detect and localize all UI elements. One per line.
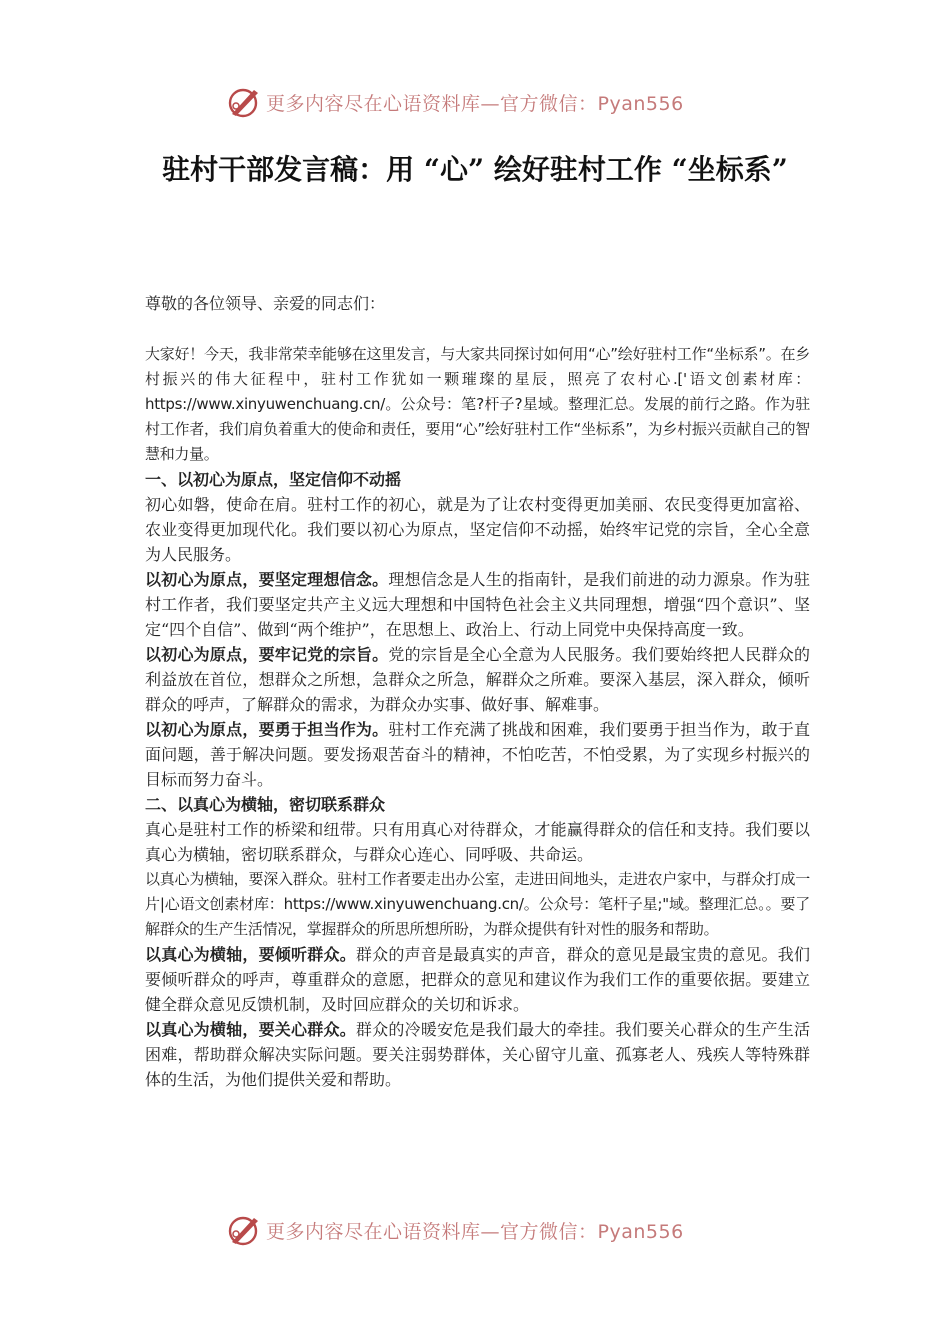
section2-point-1 xyxy=(145,942,810,1017)
point-text: 理想信念是人生的指南针，是我们前进的动力源泉。作为驻村工作者，我们要坚定共产主义远大理想和中国特色社会主义共同理想，增强“四个意识”、坚定“四个自信”、做到“两个维护”，在思想上、政治上、行动上同党中央保持高度一致。 xyxy=(145,570,810,639)
intro-paragraph: 大家好！今天，我非常荣幸能够在这里发言，与大家共同探讨如何用“心”绘好驻村工作“坐标系”。在乡村振兴的伟大征程中，驻村工作犹如一颗璀璨的星辰，照亮了农村心.['语文创素材库：https://www.xinyuwenchuang.cn/。公众号：笔?杆子?星域。整理汇总。发展的前行之路。作为驻村工作者，我们肩负着重大的使命和责任，要用“心”绘好驻村工作“坐标系”，为乡村振兴贡献自己的智慧和力量。 xyxy=(145,345,810,463)
watermark-banner-top xyxy=(226,82,746,122)
section1-paragraph: 初心如磐，使命在肩。驻村工作的初心，就是为了让农村变得更加美丽、农民变得更加富裕、农业变得更加现代化。我们要以初心为原点，坚定信仰不动摇，始终牢记党的宗旨，全心全意为人民服务。 xyxy=(145,495,810,564)
writing-hand-logo-icon xyxy=(226,1212,262,1248)
point-lead: 以真心为横轴，要关心群众。 xyxy=(145,1020,356,1039)
point-lead: 以真心为横轴，要倾听群众。 xyxy=(145,945,356,964)
watermark-text: 更多内容尽在心语资料库—官方微信：Pyan556 xyxy=(266,92,684,115)
point-text: 驻村工作充满了挑战和困难，我们要勇于担当作为，敢于直面问题，善于解决问题。要发扬艰苦奋斗的精神，不怕吃苦，不怕受累，为了实现乡村振兴的目标而努力奋斗。 xyxy=(145,720,810,789)
section-heading-1: 一、以初心为原点，坚定信仰不动摇 xyxy=(145,470,402,489)
point-text: 党的宗旨是全心全意为人民服务。我们要始终把人民群众的利益放在首位，想群众之所想，急群众之所急，解群众之所难。要深入基层，深入群众，倾听群众的呼声，了解群众的需求，为群众办实事、做好事、解难事。 xyxy=(145,645,810,714)
page-title: 驻村干部发言稿：用 “心” 绘好驻村工作 “坐标系” xyxy=(162,153,788,186)
watermark-text: 更多内容尽在心语资料库—官方微信：Pyan556 xyxy=(266,1220,684,1243)
section-heading-2: 二、以真心为横轴，密切联系群众 xyxy=(145,795,386,814)
section2-sans-paragraph: 以真心为横轴，要深入群众。驻村工作者要走出办公室，走进田间地头，走进农户家中，与群众打成一片|心语文创素材库：https://www.xinyuwenchuang.cn/。公众号：笔杆子星;"域。整理汇总。。要了解群众的生产生活情况，掌握群众的所思所想所盼，为群众提供有针对性的服务和帮助。 xyxy=(145,870,810,938)
point-text: 群众的声音是最真实的声音，群众的意见是最宝贵的意见。我们要倾听群众的呼声，尊重群众的意愿，把群众的意见和建议作为我们工作的重要依据。要建立健全群众意见反馈机制，及时回应群众的关切和诉求。 xyxy=(145,945,810,1014)
section1-point-2 xyxy=(145,642,810,717)
section2-point-2 xyxy=(145,1017,810,1092)
section2-paragraph: 真心是驻村工作的桥梁和纽带。只有用真心对待群众，才能赢得群众的信任和支持。我们要以真心为横轴，密切联系群众，与群众心连心、同呼吸、共命运。 xyxy=(145,820,810,864)
document-body xyxy=(145,292,810,1092)
wechat-id: Pyan556 xyxy=(597,92,684,115)
watermark-banner-bottom xyxy=(226,1210,746,1250)
writing-hand-logo-icon xyxy=(226,84,262,120)
point-text: 群众的冷暖安危是我们最大的牵挂。我们要关心群众的生产生活困难，帮助群众解决实际问题。要关注弱势群体，关心留守儿童、孤寡老人、残疾人等特殊群体的生活，为他们提供关爱和帮助。 xyxy=(145,1020,810,1089)
section1-point-1 xyxy=(145,567,810,642)
point-lead: 以初心为原点，要勇于担当作为。 xyxy=(145,720,389,739)
salutation: 尊敬的各位领导、亲爱的同志们： xyxy=(145,294,386,313)
point-lead: 以初心为原点，要坚定理想信念。 xyxy=(145,570,389,589)
wechat-id: Pyan556 xyxy=(597,1220,684,1243)
section1-point-3 xyxy=(145,717,810,792)
point-lead: 以初心为原点，要牢记党的宗旨。 xyxy=(145,645,389,664)
